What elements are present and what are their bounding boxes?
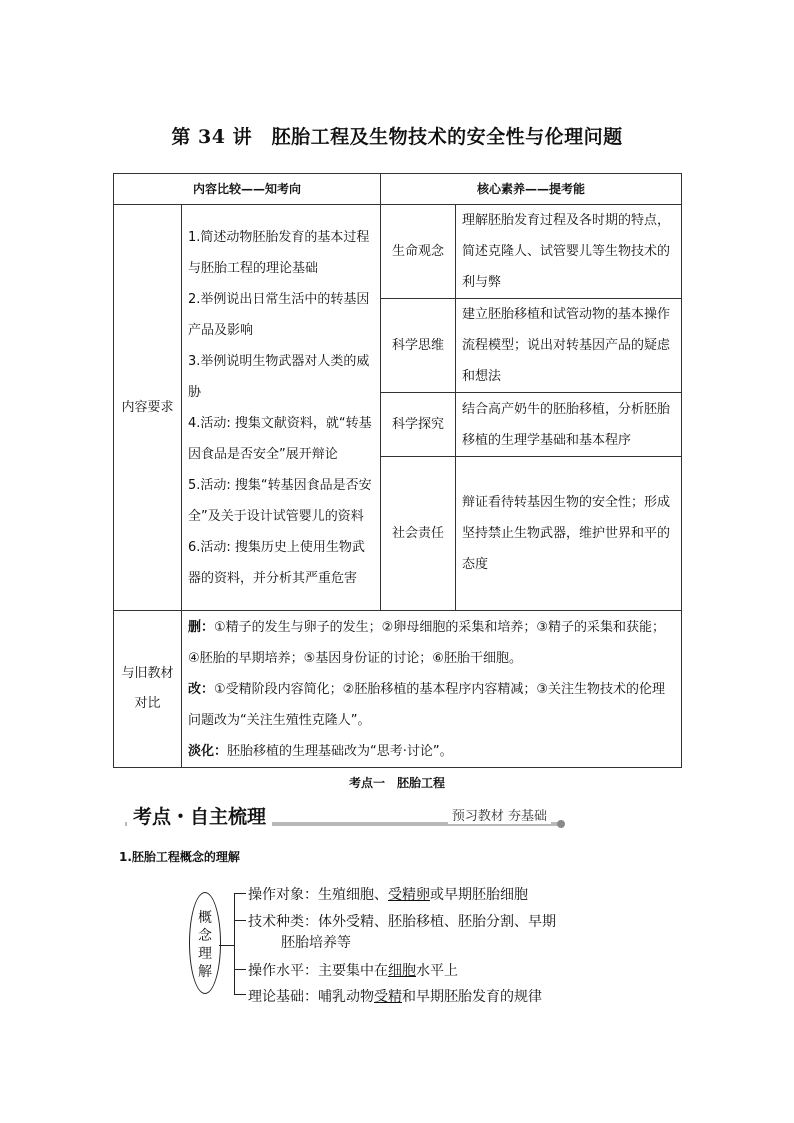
literacy-desc: 结合高产奶牛的胚胎移植，分析胚胎移植的生理学基础和基本程序: [456, 393, 682, 457]
connector-line: [219, 945, 234, 946]
section-heading: 1.胚胎工程概念的理解: [119, 850, 240, 864]
requirement-item: 2.举例说出日常生活中的转基因产品及影响: [188, 291, 370, 338]
section-subhead: 考点一 胚胎工程: [348, 776, 445, 790]
diagram-line: 技术种类：体外受精、胚胎移植、胚胎分割、早期: [248, 914, 556, 930]
concept-char: 念: [198, 928, 212, 944]
banner-subtitle: 预习教材 夯基础: [448, 805, 551, 824]
concept-char: 理: [198, 946, 212, 962]
concept-ellipse: [189, 892, 221, 994]
overview-table: [113, 173, 682, 768]
concept-char: 解: [198, 964, 212, 980]
requirement-item: 3.举例说明生物武器对人类的威胁: [188, 353, 370, 400]
bracket-tick: [234, 893, 246, 894]
banner-title: 考点・自主梳理: [127, 802, 272, 829]
requirement-item: 6.活动: 搜集历史上使用生物武器的资料，并分析其严重危害: [188, 539, 365, 586]
modify-label: 改：: [188, 681, 215, 697]
bracket-tick: [234, 920, 246, 921]
bracket-tick: [234, 994, 246, 995]
delete-text: ①精子的发生与卵子的发生；②卵母细胞的采集和培养；③精子的采集和获能；④胚胎的早期培养；⑤基因身份证的讨论；⑥胚胎干细胞。: [188, 619, 665, 666]
literacy-desc: 建立胚胎移植和试管动物的基本操作流程模型；说出对转基因产品的疑虑和想法: [456, 299, 682, 393]
requirements-label: 内容要求: [114, 205, 182, 611]
section-banner: [125, 800, 565, 834]
requirement-item: 5.活动: 搜集“转基因食品是否安全”及关于设计试管婴儿的资料: [188, 477, 372, 524]
header-right: 核心素养——提考能: [381, 174, 682, 205]
weaken-text: 胚胎移植的生理基础改为“思考·讨论”。: [227, 743, 453, 759]
literacy-desc: 理解胚胎发育过程及各时期的特点，简述克隆人、试管婴儿等生物技术的利与弊: [456, 205, 682, 299]
modify-text: ①受精阶段内容简化；②胚胎移植的基本程序内容精减；③关注生物技术的伦理问题改为“关注生殖性克隆人”。: [188, 681, 665, 728]
concept-char: 概: [198, 910, 212, 926]
diagram-line: 理论基础：哺乳动物受精和早期胚胎发育的规律: [248, 989, 542, 1005]
diagram-line: 胚胎培养等: [281, 935, 351, 951]
weaken-label: 淡化：: [188, 743, 228, 759]
page-title: 第 34 讲 胚胎工程及生物技术的安全性与伦理问题: [171, 126, 623, 148]
requirement-item: 4.活动: 搜集文献资料，就“转基因食品是否安全”展开辩论: [188, 415, 372, 462]
literacy-desc: 辩证看待转基因生物的安全性；形成坚持禁止生物武器，维护世界和平的态度: [456, 457, 682, 611]
delete-label: 删：: [188, 619, 215, 635]
banner-dot-icon: [557, 820, 565, 828]
header-left: 内容比较——知考向: [114, 174, 381, 205]
bracket-line: [234, 893, 245, 995]
literacy-category: 生命观念: [381, 205, 456, 299]
literacy-category: 科学思维: [381, 299, 456, 393]
literacy-category: 社会责任: [381, 457, 456, 611]
requirement-item: 1.简述动物胚胎发育的基本过程与胚胎工程的理论基础: [188, 229, 370, 276]
compare-label: 与旧教材对比: [114, 611, 182, 768]
requirements-list: [182, 205, 381, 611]
bracket-tick: [234, 969, 246, 970]
diagram-line: 操作水平：主要集中在细胞水平上: [248, 963, 458, 979]
diagram-line: 操作对象：生殖细胞、受精卵或早期胚胎细胞: [248, 887, 528, 903]
literacy-category: 科学探究: [381, 393, 456, 457]
compare-content: [182, 611, 682, 768]
